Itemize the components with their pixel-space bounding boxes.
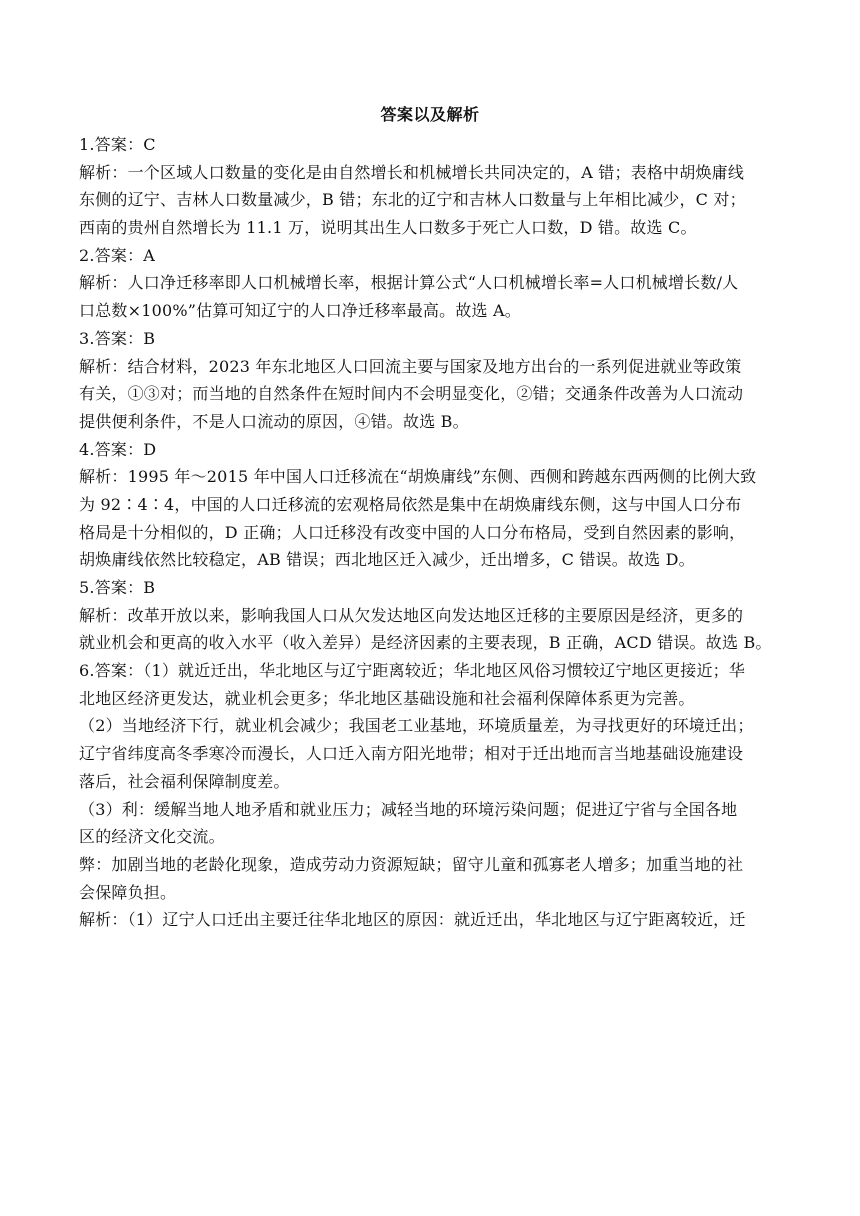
text-line: 解析：（1）辽宁人口迁出主要迁往华北地区的原因：就近迁出，华北地区与辽宁距离较近，迁 [79,910,746,930]
text-line: 辽宁省纬度高冬季寒冷而漫长，人口迁入南方阳光地带；相对于迁出地而言当地基础设施建设 [79,744,744,764]
text-line: 弊：加剧当地的老龄化现象，造成劳动力资源短缺；留守儿童和孤寡老人增多；加重当地的社 [79,854,744,874]
text-line: 东侧的辽宁、吉林人口数量减少，B 错；东北的辽宁和吉林人口数量与上年相比减少，C 对； [79,190,746,210]
text-line: 口总数×100%”估算可知辽宁的人口净迁移率最高。故选 A。 [79,301,521,321]
text-line: 解析：1995 年～2015 年中国人口迁移流在“胡焕庸线”东侧、西侧和跨越东西两侧的比例大致 [79,467,757,487]
text-line: 提供便利条件，不是人口流动的原因，④错。故选 B。 [79,411,469,431]
text-line: 就业机会和更高的收入水平（收入差异）是经济因素的主要表现，B 正确，ACD 错误。故选 B。 [79,633,772,653]
text-line: 6.答案：（1）就近迁出，华北地区与辽宁距离较近；华北地区风俗习惯较辽宁地区更接近；华 [79,661,746,681]
text-line: 2.答案：A [79,245,156,265]
text-line: 西南的贵州自然增长为 11.1 万，说明其出生人口数多于死亡人口数，D 错。故选 C。 [79,218,697,238]
text-line: 解析：结合材料，2023 年东北地区人口回流主要与国家及地方出台的一系列促进就业等政策 [79,356,742,376]
text-line: 有关，①③对；而当地的自然条件在短时间内不会明显变化，②错；交通条件改善为人口流动 [79,384,744,404]
text-line: 解析：改革开放以来，影响我国人口从欠发达地区向发达地区迁移的主要原因是经济，更多的 [79,605,744,625]
text-line: 北地区经济更发达，就业机会更多；华北地区基础设施和社会福利保障体系更为完善。 [79,688,695,708]
text-line: 解析：人口净迁移率即人口机械增长率，根据计算公式“人口机械增长率=人口机械增长数/人 [79,273,739,293]
text-line: 为 92∶4∶4，中国的人口迁移流的宏观格局依然是集中在胡焕庸线东侧，这与中国人口分布 [79,494,742,514]
text-line: 胡焕庸线依然比较稳定，AB 错误；西北地区迁入减少，迁出增多，C 错误。故选 D。 [79,550,695,570]
text-line: 1.答案：C [79,135,156,154]
text-line: 格局是十分相似的，D 正确；人口迁移没有改变中国的人口分布格局，受到自然因素的影响， [79,522,746,542]
page-title: 答案以及解析 [380,105,480,124]
text-line: （3）利：缓解当地人地矛盾和就业压力；减轻当地的环境污染问题；促进辽宁省与全国各地 [79,799,738,819]
text-line: 3.答案：B [79,328,156,348]
text-line: （2）当地经济下行，就业机会减少；我国老工业基地，环境质量差，为寻找更好的环境迁出； [79,716,754,736]
text-line: 解析：一个区域人口数量的变化是由自然增长和机械增长共同决定的，A 错；表格中胡焕庸线 [79,162,745,182]
text-line: 区的经济文化交流。 [79,827,225,847]
text-line: 5.答案：B [79,578,156,597]
text-line: 4.答案：D [79,439,157,459]
document-body [79,131,784,934]
text-line: 落后，社会福利保障制度差。 [79,771,290,791]
text-line: 会保障负担。 [79,882,177,902]
